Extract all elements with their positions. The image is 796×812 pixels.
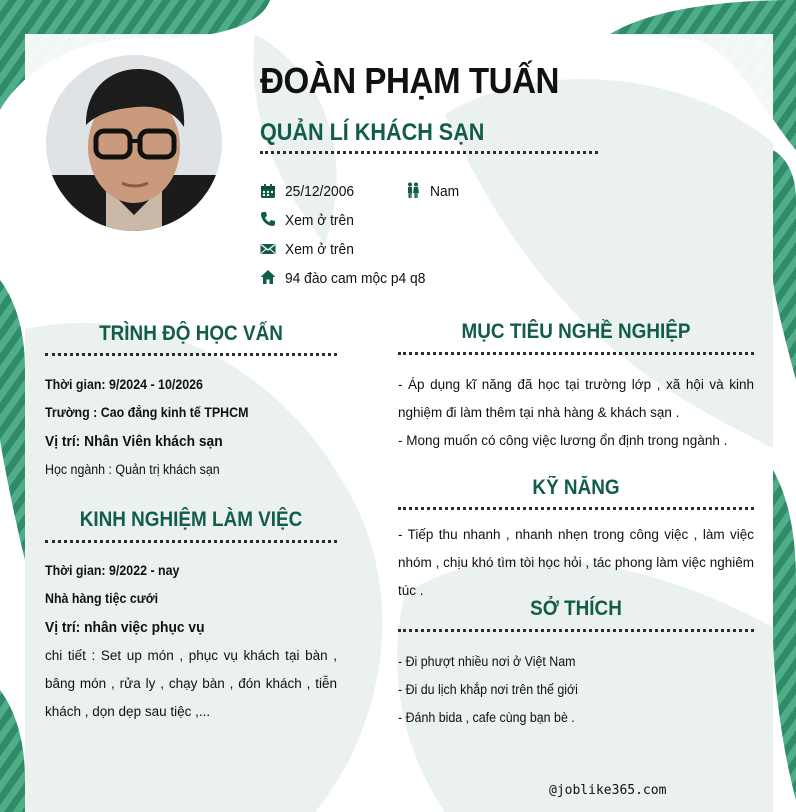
education-school: Trường : Cao đẳng kinh tế TPHCM xyxy=(45,405,249,420)
mail-icon xyxy=(260,241,276,257)
hobby-item: - Đi du lịch khắp nơi trên thế giới xyxy=(398,682,578,697)
hobby-item: - Đánh bida , cafe cùng bạn bè . xyxy=(398,710,575,725)
candidate-name: ĐOÀN PHẠM TUẤN xyxy=(260,60,559,101)
objective-line-1: - Áp dụng kĩ năng đã học tại trường lớp , xã hội và kinh nghiệm đi làm thêm tại nhà hàng & khách sạn . xyxy=(398,377,754,420)
portrait-photo xyxy=(46,55,222,231)
experience-title: KINH NGHIỆM LÀM VIỆC xyxy=(79,508,303,531)
job-title: QUẢN LÍ KHÁCH SẠN xyxy=(260,119,485,146)
address: 94 đào cam mộc p4 q8 xyxy=(285,270,426,287)
email: Xem ở trên xyxy=(285,241,354,258)
birthday: 25/12/2006 xyxy=(285,183,355,200)
experience-detail: chi tiết : Set up món , phục vụ khách tại bàn , bâng món , rửa ly , chạy bàn , đón khách , tiễn khách , dọn dẹp sau tiệc ,... xyxy=(45,648,337,719)
calendar-icon xyxy=(260,183,276,199)
experience-time: Thời gian: 9/2022 - nay xyxy=(45,563,180,578)
gender: Nam xyxy=(430,183,460,200)
home-icon xyxy=(260,269,276,285)
experience-role: Vị trí: nhân việc phục vụ xyxy=(45,619,205,636)
gender-icon xyxy=(405,182,421,198)
education-title: TRÌNH ĐỘ HỌC VẤN xyxy=(99,322,283,345)
header-divider xyxy=(260,151,598,154)
hobby-item: - Đi phượt nhiều nơi ở Việt Nam xyxy=(398,654,576,669)
education-role: Vị trí: Nhân Viên khách sạn xyxy=(45,433,223,450)
skills-title: KỸ NĂNG xyxy=(532,476,620,499)
avatar xyxy=(46,55,222,231)
skills-divider xyxy=(398,507,754,510)
footer-watermark: @joblike365.com xyxy=(549,783,667,798)
education-time: Thời gian: 9/2024 - 10/2026 xyxy=(45,377,203,392)
education-divider xyxy=(45,353,337,356)
hobbies-divider xyxy=(398,629,754,632)
experience-company: Nhà hàng tiệc cưới xyxy=(45,591,159,606)
phone: Xem ở trên xyxy=(285,212,354,229)
hobbies-title: SỞ THÍCH xyxy=(530,597,622,620)
phone-icon xyxy=(260,211,276,227)
skills-text: - Tiếp thu nhanh , nhanh nhẹn trong công việc , làm việc nhóm , chịu khó tìm tòi học hỏi , tác phong làm việc nghiêm túc . xyxy=(398,527,754,598)
objective-title: MỤC TIÊU NGHỀ NGHIỆP xyxy=(461,320,691,343)
education-major: Học ngành : Quản trị khách sạn xyxy=(45,462,220,477)
experience-divider xyxy=(45,540,337,543)
objective-divider xyxy=(398,352,754,355)
objective-line-2: - Mong muốn có công việc lương ổn định trong ngành . xyxy=(398,433,728,448)
